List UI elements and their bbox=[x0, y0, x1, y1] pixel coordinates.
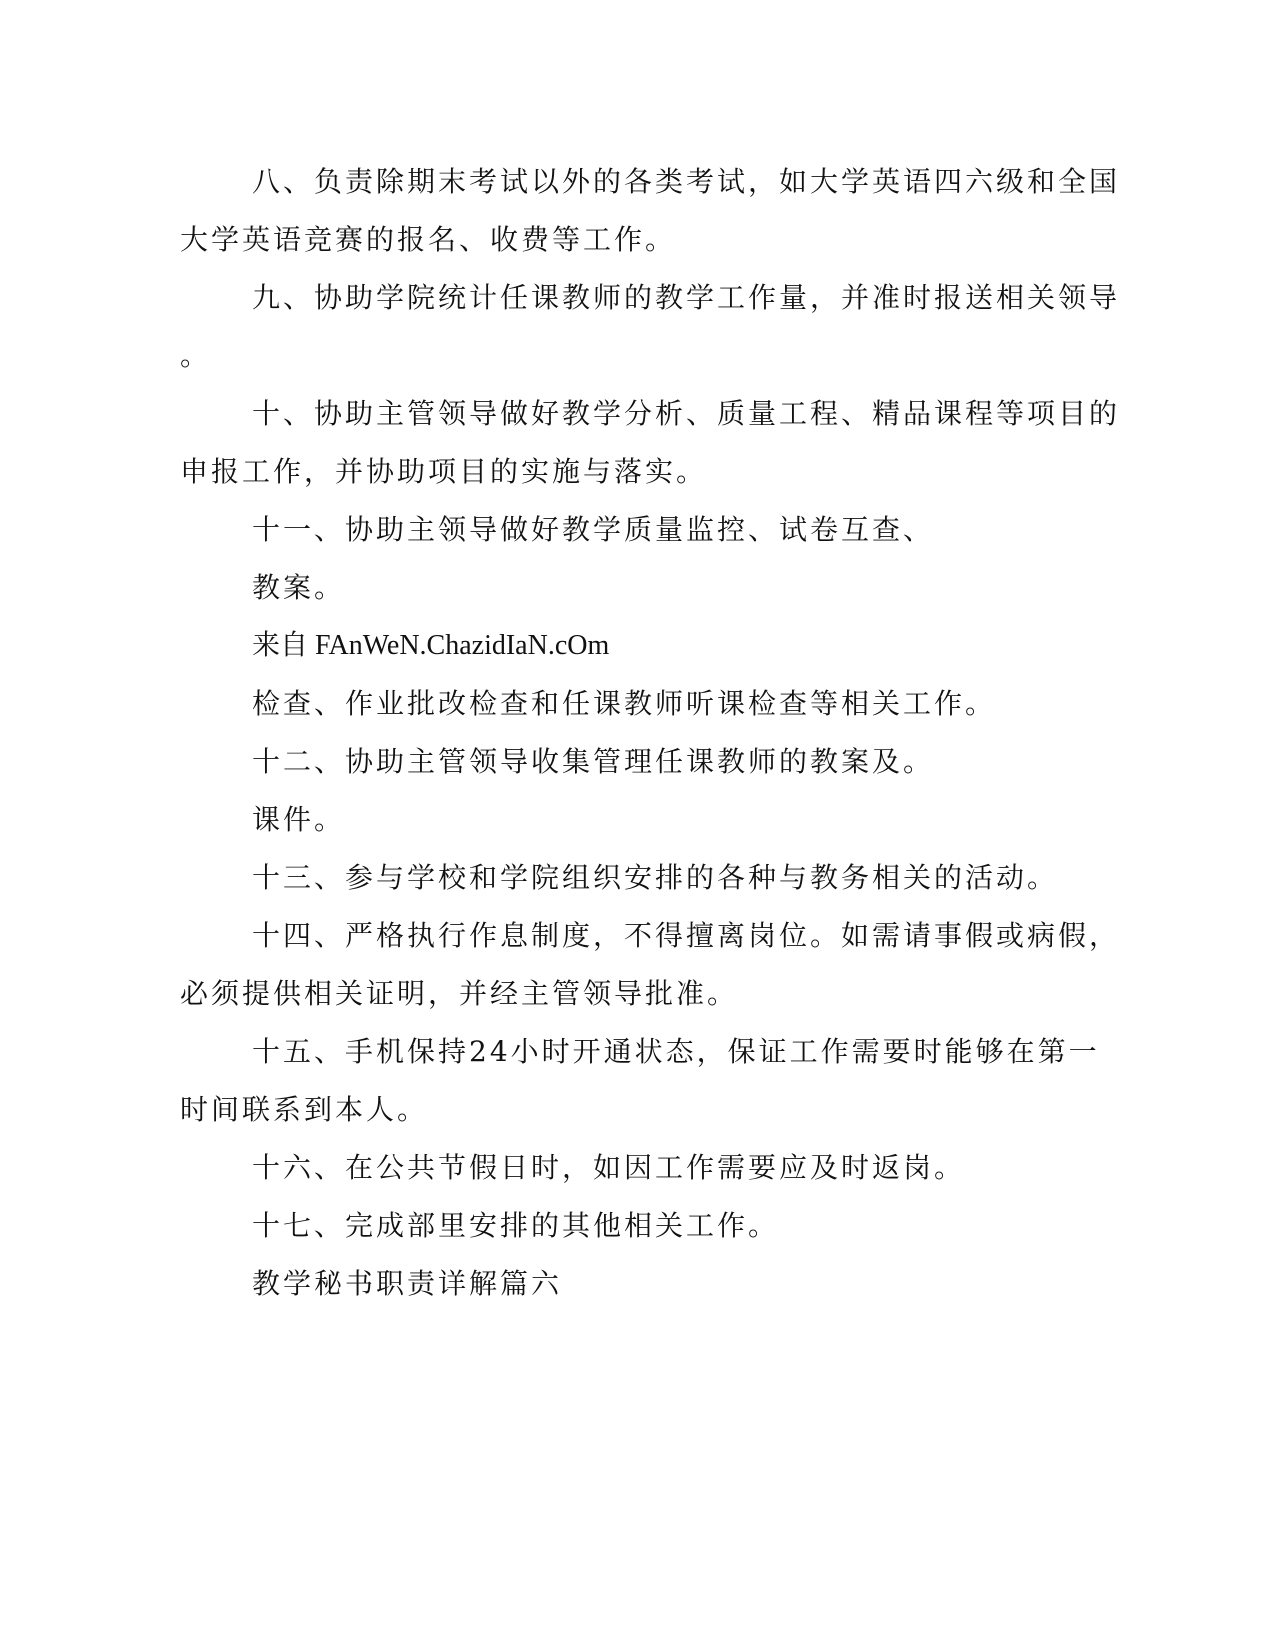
section-heading: 教学秘书职责详解篇六 bbox=[252, 1267, 563, 1300]
paragraph-12-line-1: 十二、协助主管领导收集管理任课教师的教案及。 bbox=[252, 745, 935, 778]
paragraph-17: 十七、完成部里安排的其他相关工作。 bbox=[252, 1209, 780, 1242]
paragraph-16: 十六、在公共节假日时，如因工作需要应及时返岗。 bbox=[252, 1151, 966, 1184]
paragraph-9-line-2: 。 bbox=[180, 339, 212, 372]
paragraph-8-line-2: 大学英语竞赛的报名、收费等工作。 bbox=[180, 223, 677, 256]
paragraph-10-line-1: 十、协助主管领导做好教学分析、质量工程、精品课程等项目的 bbox=[252, 397, 1121, 430]
paragraph-15-line-1: 十五、手机保持24小时开通状态，保证工作需要时能够在第一 bbox=[252, 1035, 1100, 1068]
paragraph-8-line-1: 八、负责除期末考试以外的各类考试，如大学英语四六级和全国 bbox=[252, 165, 1121, 198]
paragraph-11-line-1: 十一、协助主领导做好教学质量监控、试卷互查、 bbox=[252, 513, 935, 546]
paragraph-15-line-2: 时间联系到本人。 bbox=[180, 1093, 429, 1126]
paragraph-9-line-1: 九、协助学院统计任课教师的教学工作量，并准时报送相关领导 bbox=[252, 281, 1121, 314]
source-line: 来自 FAnWeN.ChazidIaN.cOm bbox=[252, 630, 610, 661]
paragraph-12-line-2: 课件。 bbox=[252, 803, 346, 836]
paragraph-11-line-2: 教案。 bbox=[252, 571, 346, 604]
paragraph-13: 十三、参与学校和学院组织安排的各种与教务相关的活动。 bbox=[252, 861, 1059, 894]
paragraph-11-line-3: 检查、作业批改检查和任课教师听课检查等相关工作。 bbox=[252, 687, 997, 720]
paragraph-10-line-2: 申报工作，并协助项目的实施与落实。 bbox=[180, 455, 708, 488]
paragraph-14-line-2: 必须提供相关证明，并经主管领导批准。 bbox=[180, 977, 739, 1010]
paragraph-14-line-1: 十四、严格执行作息制度，不得擅离岗位。如需请事假或病假， bbox=[252, 919, 1121, 952]
